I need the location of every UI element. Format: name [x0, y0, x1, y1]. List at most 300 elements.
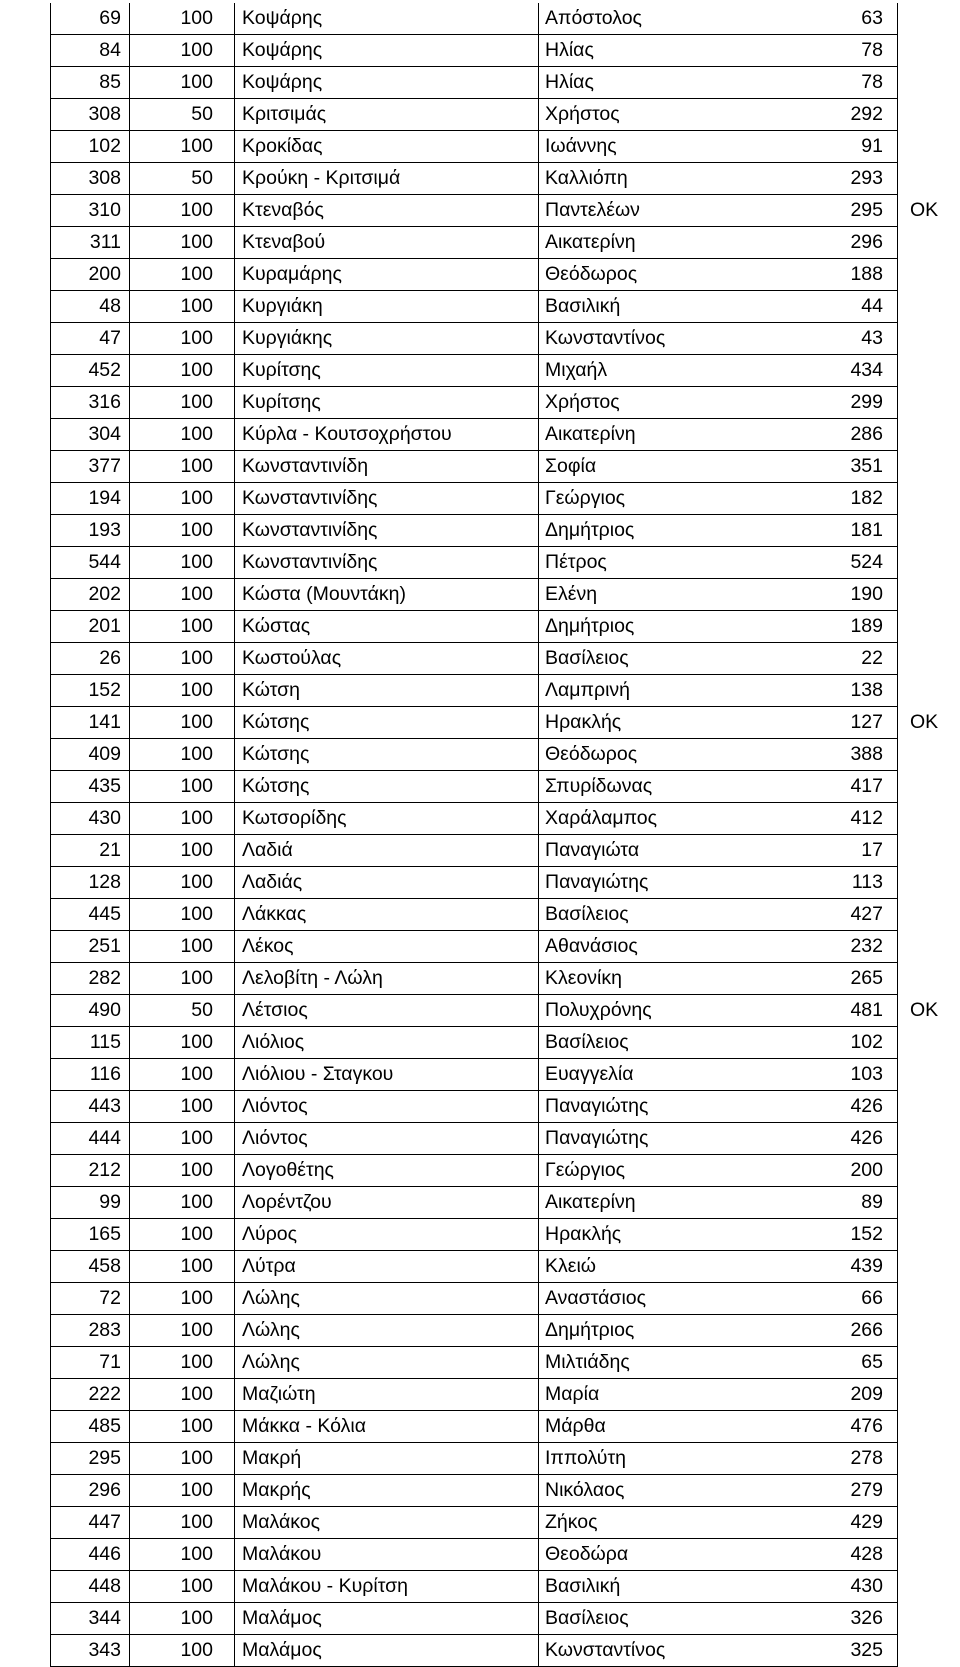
surname-cell: Λώλης — [235, 1283, 539, 1315]
first-name-cell: Ευαγγελία — [539, 1059, 820, 1091]
id-cell: 102 — [51, 131, 130, 163]
table-row — [51, 1507, 957, 1539]
status-cell — [898, 387, 957, 419]
percent-cell: 100 — [130, 419, 235, 451]
surname-cell: Κοψάρης — [235, 35, 539, 67]
status-cell — [898, 99, 957, 131]
table-row — [51, 131, 957, 163]
table-row — [51, 579, 957, 611]
first-name-cell: Αναστάσιος — [539, 1283, 820, 1315]
table-row — [51, 1475, 957, 1507]
table-row — [51, 355, 957, 387]
percent-cell: 100 — [130, 1219, 235, 1251]
table-row — [51, 1027, 957, 1059]
id-cell: 295 — [51, 1443, 130, 1475]
status-cell — [898, 1539, 957, 1571]
number-cell: 292 — [819, 99, 898, 131]
status-cell — [898, 803, 957, 835]
surname-cell: Λώλης — [235, 1315, 539, 1347]
id-cell: 115 — [51, 1027, 130, 1059]
table-row — [51, 835, 957, 867]
id-cell: 99 — [51, 1187, 130, 1219]
first-name-cell: Δημήτριος — [539, 611, 820, 643]
number-cell: 103 — [819, 1059, 898, 1091]
percent-cell: 100 — [130, 1507, 235, 1539]
id-cell: 283 — [51, 1315, 130, 1347]
first-name-cell: Απόστολος — [539, 3, 820, 35]
percent-cell: 100 — [130, 547, 235, 579]
status-cell — [898, 515, 957, 547]
id-cell: 84 — [51, 35, 130, 67]
surname-cell: Λώλης — [235, 1347, 539, 1379]
number-cell: 200 — [819, 1155, 898, 1187]
id-cell: 21 — [51, 835, 130, 867]
surname-cell: Μαλάμος — [235, 1603, 539, 1635]
first-name-cell: Λαμπρινή — [539, 675, 820, 707]
surname-cell: Κτεναβού — [235, 227, 539, 259]
number-cell: 266 — [819, 1315, 898, 1347]
status-cell — [898, 3, 957, 35]
first-name-cell: Σπυρίδωνας — [539, 771, 820, 803]
first-name-cell: Θεοδώρα — [539, 1539, 820, 1571]
table-row — [51, 995, 957, 1027]
number-cell: 127 — [819, 707, 898, 739]
first-name-cell: Βασίλειος — [539, 643, 820, 675]
id-cell: 444 — [51, 1123, 130, 1155]
first-name-cell: Χρήστος — [539, 99, 820, 131]
surname-cell: Κυρίτσης — [235, 387, 539, 419]
surname-cell: Μαλάμος — [235, 1635, 539, 1667]
table-row — [51, 1059, 957, 1091]
surname-cell: Λύτρα — [235, 1251, 539, 1283]
id-cell: 85 — [51, 67, 130, 99]
status-cell — [898, 1443, 957, 1475]
surname-cell: Λάκκας — [235, 899, 539, 931]
surname-cell: Κροκίδας — [235, 131, 539, 163]
table-row — [51, 963, 957, 995]
surname-cell: Λογοθέτης — [235, 1155, 539, 1187]
id-cell: 304 — [51, 419, 130, 451]
status-cell — [898, 931, 957, 963]
table-row — [51, 387, 957, 419]
status-cell — [898, 771, 957, 803]
first-name-cell: Καλλιόπη — [539, 163, 820, 195]
surname-cell: Λαδιάς — [235, 867, 539, 899]
percent-cell: 100 — [130, 387, 235, 419]
status-cell — [898, 35, 957, 67]
number-cell: 65 — [819, 1347, 898, 1379]
percent-cell: 100 — [130, 131, 235, 163]
first-name-cell: Ηλίας — [539, 35, 820, 67]
number-cell: 299 — [819, 387, 898, 419]
percent-cell: 100 — [130, 1539, 235, 1571]
first-name-cell: Αικατερίνη — [539, 419, 820, 451]
percent-cell: 100 — [130, 1443, 235, 1475]
status-cell: OK — [910, 711, 939, 733]
first-name-cell: Αθανάσιος — [539, 931, 820, 963]
first-name-cell: Παναγιώτης — [539, 1123, 820, 1155]
number-cell: 113 — [819, 867, 898, 899]
first-name-cell: Κλεονίκη — [539, 963, 820, 995]
percent-cell: 100 — [130, 611, 235, 643]
first-name-cell: Βασίλειος — [539, 899, 820, 931]
id-cell: 222 — [51, 1379, 130, 1411]
table-row — [51, 739, 957, 771]
number-cell: 430 — [819, 1571, 898, 1603]
percent-cell: 100 — [130, 355, 235, 387]
id-cell: 311 — [51, 227, 130, 259]
first-name-cell: Μιχαήλ — [539, 355, 820, 387]
first-name-cell: Μιλτιάδης — [539, 1347, 820, 1379]
first-name-cell: Κωνσταντίνος — [539, 1635, 820, 1667]
number-cell: 91 — [819, 131, 898, 163]
table-row — [51, 707, 957, 739]
first-name-cell: Ζήκος — [539, 1507, 820, 1539]
id-cell: 128 — [51, 867, 130, 899]
surname-cell: Λέτσιος — [235, 995, 539, 1027]
surname-cell: Κώστας — [235, 611, 539, 643]
status-cell — [898, 355, 957, 387]
first-name-cell: Δημήτριος — [539, 515, 820, 547]
id-cell: 165 — [51, 1219, 130, 1251]
status-cell — [898, 259, 957, 291]
table-row — [51, 1155, 957, 1187]
first-name-cell: Νικόλαος — [539, 1475, 820, 1507]
table-row — [51, 899, 957, 931]
record-table — [50, 3, 957, 1667]
status-cell — [898, 1187, 957, 1219]
number-cell: 412 — [819, 803, 898, 835]
percent-cell: 100 — [130, 579, 235, 611]
first-name-cell: Αικατερίνη — [539, 227, 820, 259]
id-cell: 72 — [51, 1283, 130, 1315]
percent-cell: 100 — [130, 1283, 235, 1315]
first-name-cell: Γεώργιος — [539, 1155, 820, 1187]
status-cell — [898, 579, 957, 611]
surname-cell: Λαδιά — [235, 835, 539, 867]
number-cell: 426 — [819, 1091, 898, 1123]
table-row — [51, 1379, 957, 1411]
surname-cell: Κωνσταντινίδης — [235, 547, 539, 579]
surname-cell: Κώτση — [235, 675, 539, 707]
first-name-cell: Πέτρος — [539, 547, 820, 579]
percent-cell: 100 — [130, 931, 235, 963]
percent-cell: 100 — [130, 1379, 235, 1411]
first-name-cell: Θεόδωρος — [539, 259, 820, 291]
first-name-cell: Χαράλαμπος — [539, 803, 820, 835]
table-row — [51, 1411, 957, 1443]
number-cell: 476 — [819, 1411, 898, 1443]
percent-cell: 100 — [130, 1027, 235, 1059]
surname-cell: Κωνσταντινίδης — [235, 483, 539, 515]
surname-cell: Κώτσης — [235, 707, 539, 739]
id-cell: 71 — [51, 1347, 130, 1379]
number-cell: 278 — [819, 1443, 898, 1475]
surname-cell: Κωνσταντινίδη — [235, 451, 539, 483]
table-row — [51, 227, 957, 259]
percent-cell: 100 — [130, 3, 235, 35]
surname-cell: Κριτσιμάς — [235, 99, 539, 131]
id-cell: 445 — [51, 899, 130, 931]
percent-cell: 100 — [130, 1187, 235, 1219]
number-cell: 434 — [819, 355, 898, 387]
first-name-cell: Σοφία — [539, 451, 820, 483]
status-cell — [898, 835, 957, 867]
id-cell: 447 — [51, 1507, 130, 1539]
number-cell: 232 — [819, 931, 898, 963]
number-cell: 388 — [819, 739, 898, 771]
percent-cell: 100 — [130, 1475, 235, 1507]
first-name-cell: Βασιλική — [539, 1571, 820, 1603]
percent-cell: 100 — [130, 227, 235, 259]
status-cell — [898, 323, 957, 355]
percent-cell: 100 — [130, 963, 235, 995]
status-cell — [898, 1219, 957, 1251]
percent-cell: 100 — [130, 1091, 235, 1123]
surname-cell: Λύρος — [235, 1219, 539, 1251]
percent-cell: 100 — [130, 67, 235, 99]
table-row — [51, 611, 957, 643]
table-row — [51, 3, 957, 35]
table-row — [51, 803, 957, 835]
number-cell: 182 — [819, 483, 898, 515]
surname-cell: Μακρής — [235, 1475, 539, 1507]
table-row — [51, 67, 957, 99]
id-cell: 343 — [51, 1635, 130, 1667]
table-row — [51, 867, 957, 899]
percent-cell: 100 — [130, 1155, 235, 1187]
number-cell: 428 — [819, 1539, 898, 1571]
table-row — [51, 1443, 957, 1475]
percent-cell: 100 — [130, 803, 235, 835]
surname-cell: Λιόντος — [235, 1123, 539, 1155]
status-cell — [898, 1059, 957, 1091]
status-cell — [898, 227, 957, 259]
first-name-cell: Κωνσταντίνος — [539, 323, 820, 355]
first-name-cell: Βασίλειος — [539, 1603, 820, 1635]
first-name-cell: Παναγιώτα — [539, 835, 820, 867]
id-cell: 282 — [51, 963, 130, 995]
number-cell: 524 — [819, 547, 898, 579]
table-row — [51, 259, 957, 291]
id-cell: 377 — [51, 451, 130, 483]
id-cell: 200 — [51, 259, 130, 291]
number-cell: 189 — [819, 611, 898, 643]
table-row — [51, 1219, 957, 1251]
id-cell: 212 — [51, 1155, 130, 1187]
status-cell — [898, 1379, 957, 1411]
percent-cell: 100 — [130, 1315, 235, 1347]
status-cell — [898, 1571, 957, 1603]
percent-cell: 50 — [130, 995, 235, 1027]
status-cell — [898, 963, 957, 995]
status-cell — [898, 1155, 957, 1187]
id-cell: 251 — [51, 931, 130, 963]
id-cell: 69 — [51, 3, 130, 35]
percent-cell: 100 — [130, 643, 235, 675]
id-cell: 308 — [51, 99, 130, 131]
number-cell: 188 — [819, 259, 898, 291]
id-cell: 448 — [51, 1571, 130, 1603]
percent-cell: 100 — [130, 1603, 235, 1635]
percent-cell: 50 — [130, 99, 235, 131]
surname-cell: Λιόντος — [235, 1091, 539, 1123]
table-row — [51, 99, 957, 131]
percent-cell: 100 — [130, 771, 235, 803]
first-name-cell: Βασιλική — [539, 291, 820, 323]
table-row — [51, 1315, 957, 1347]
number-cell: 293 — [819, 163, 898, 195]
surname-cell: Κωτσορίδης — [235, 803, 539, 835]
table-row — [51, 291, 957, 323]
id-cell: 308 — [51, 163, 130, 195]
table-row — [51, 1571, 957, 1603]
surname-cell: Λελοβίτη - Λώλη — [235, 963, 539, 995]
surname-cell: Κωστούλας — [235, 643, 539, 675]
percent-cell: 100 — [130, 1059, 235, 1091]
number-cell: 417 — [819, 771, 898, 803]
surname-cell: Κώτσης — [235, 771, 539, 803]
percent-cell: 50 — [130, 163, 235, 195]
id-cell: 310 — [51, 195, 130, 227]
number-cell: 296 — [819, 227, 898, 259]
first-name-cell: Θεόδωρος — [539, 739, 820, 771]
first-name-cell: Βασίλειος — [539, 1027, 820, 1059]
surname-cell: Κοψάρης — [235, 67, 539, 99]
first-name-cell: Χρήστος — [539, 387, 820, 419]
id-cell: 490 — [51, 995, 130, 1027]
number-cell: 78 — [819, 67, 898, 99]
status-cell — [898, 1251, 957, 1283]
percent-cell: 100 — [130, 1347, 235, 1379]
number-cell: 89 — [819, 1187, 898, 1219]
record-table-body — [51, 3, 957, 1667]
id-cell: 26 — [51, 643, 130, 675]
number-cell: 181 — [819, 515, 898, 547]
id-cell: 443 — [51, 1091, 130, 1123]
id-cell: 452 — [51, 355, 130, 387]
first-name-cell: Πολυχρόνης — [539, 995, 820, 1027]
status-cell — [898, 1475, 957, 1507]
surname-cell: Κυραμάρης — [235, 259, 539, 291]
id-cell: 202 — [51, 579, 130, 611]
number-cell: 66 — [819, 1283, 898, 1315]
id-cell: 201 — [51, 611, 130, 643]
id-cell: 344 — [51, 1603, 130, 1635]
id-cell: 430 — [51, 803, 130, 835]
surname-cell: Μαλάκου - Κυρίτση — [235, 1571, 539, 1603]
status-cell — [898, 611, 957, 643]
first-name-cell: Γεώργιος — [539, 483, 820, 515]
id-cell: 458 — [51, 1251, 130, 1283]
number-cell: 326 — [819, 1603, 898, 1635]
surname-cell: Μακρή — [235, 1443, 539, 1475]
number-cell: 190 — [819, 579, 898, 611]
number-cell: 295 — [819, 195, 898, 227]
status-cell — [898, 1507, 957, 1539]
status-cell — [898, 483, 957, 515]
first-name-cell: Δημήτριος — [539, 1315, 820, 1347]
percent-cell: 100 — [130, 707, 235, 739]
table-row — [51, 1251, 957, 1283]
table-row — [51, 1635, 957, 1667]
table-row — [51, 1283, 957, 1315]
id-cell: 152 — [51, 675, 130, 707]
table-row — [51, 419, 957, 451]
number-cell: 265 — [819, 963, 898, 995]
status-cell — [898, 67, 957, 99]
id-cell: 435 — [51, 771, 130, 803]
first-name-cell: Μαρία — [539, 1379, 820, 1411]
percent-cell: 100 — [130, 1411, 235, 1443]
table-row — [51, 451, 957, 483]
surname-cell: Κυρίτσης — [235, 355, 539, 387]
surname-cell: Κώστα (Μουντάκη) — [235, 579, 539, 611]
first-name-cell: Ηρακλής — [539, 707, 820, 739]
table-row — [51, 323, 957, 355]
number-cell: 43 — [819, 323, 898, 355]
first-name-cell: Παναγιώτης — [539, 867, 820, 899]
number-cell: 427 — [819, 899, 898, 931]
status-cell — [898, 1635, 957, 1667]
status-cell — [898, 1315, 957, 1347]
first-name-cell: Παναγιώτης — [539, 1091, 820, 1123]
number-cell: 351 — [819, 451, 898, 483]
first-name-cell: Αικατερίνη — [539, 1187, 820, 1219]
status-cell — [898, 1123, 957, 1155]
status-cell — [898, 451, 957, 483]
first-name-cell: Ελένη — [539, 579, 820, 611]
id-cell: 446 — [51, 1539, 130, 1571]
surname-cell: Κυργιάκης — [235, 323, 539, 355]
first-name-cell: Ηρακλής — [539, 1219, 820, 1251]
number-cell: 209 — [819, 1379, 898, 1411]
surname-cell: Λιόλιος — [235, 1027, 539, 1059]
status-cell — [898, 291, 957, 323]
status-cell — [898, 131, 957, 163]
percent-cell: 100 — [130, 867, 235, 899]
table-row — [51, 675, 957, 707]
table-row — [51, 483, 957, 515]
number-cell: 63 — [819, 3, 898, 35]
surname-cell: Μάκκα - Κόλια — [235, 1411, 539, 1443]
percent-cell: 100 — [130, 1635, 235, 1667]
status-cell — [898, 163, 957, 195]
surname-cell: Μαζιώτη — [235, 1379, 539, 1411]
surname-cell: Λορέντζου — [235, 1187, 539, 1219]
first-name-cell: Κλειώ — [539, 1251, 820, 1283]
percent-cell: 100 — [130, 291, 235, 323]
surname-cell: Κυργιάκη — [235, 291, 539, 323]
percent-cell: 100 — [130, 835, 235, 867]
percent-cell: 100 — [130, 515, 235, 547]
status-cell — [898, 1347, 957, 1379]
percent-cell: 100 — [130, 675, 235, 707]
table-row — [51, 163, 957, 195]
first-name-cell: Παντελέων — [539, 195, 820, 227]
status-cell — [898, 739, 957, 771]
first-name-cell: Ιωάννης — [539, 131, 820, 163]
percent-cell: 100 — [130, 195, 235, 227]
number-cell: 102 — [819, 1027, 898, 1059]
status-cell — [898, 547, 957, 579]
status-cell — [898, 899, 957, 931]
surname-cell: Κρούκη - Κριτσιμά — [235, 163, 539, 195]
id-cell: 544 — [51, 547, 130, 579]
number-cell: 439 — [819, 1251, 898, 1283]
table-row — [51, 1539, 957, 1571]
number-cell: 44 — [819, 291, 898, 323]
